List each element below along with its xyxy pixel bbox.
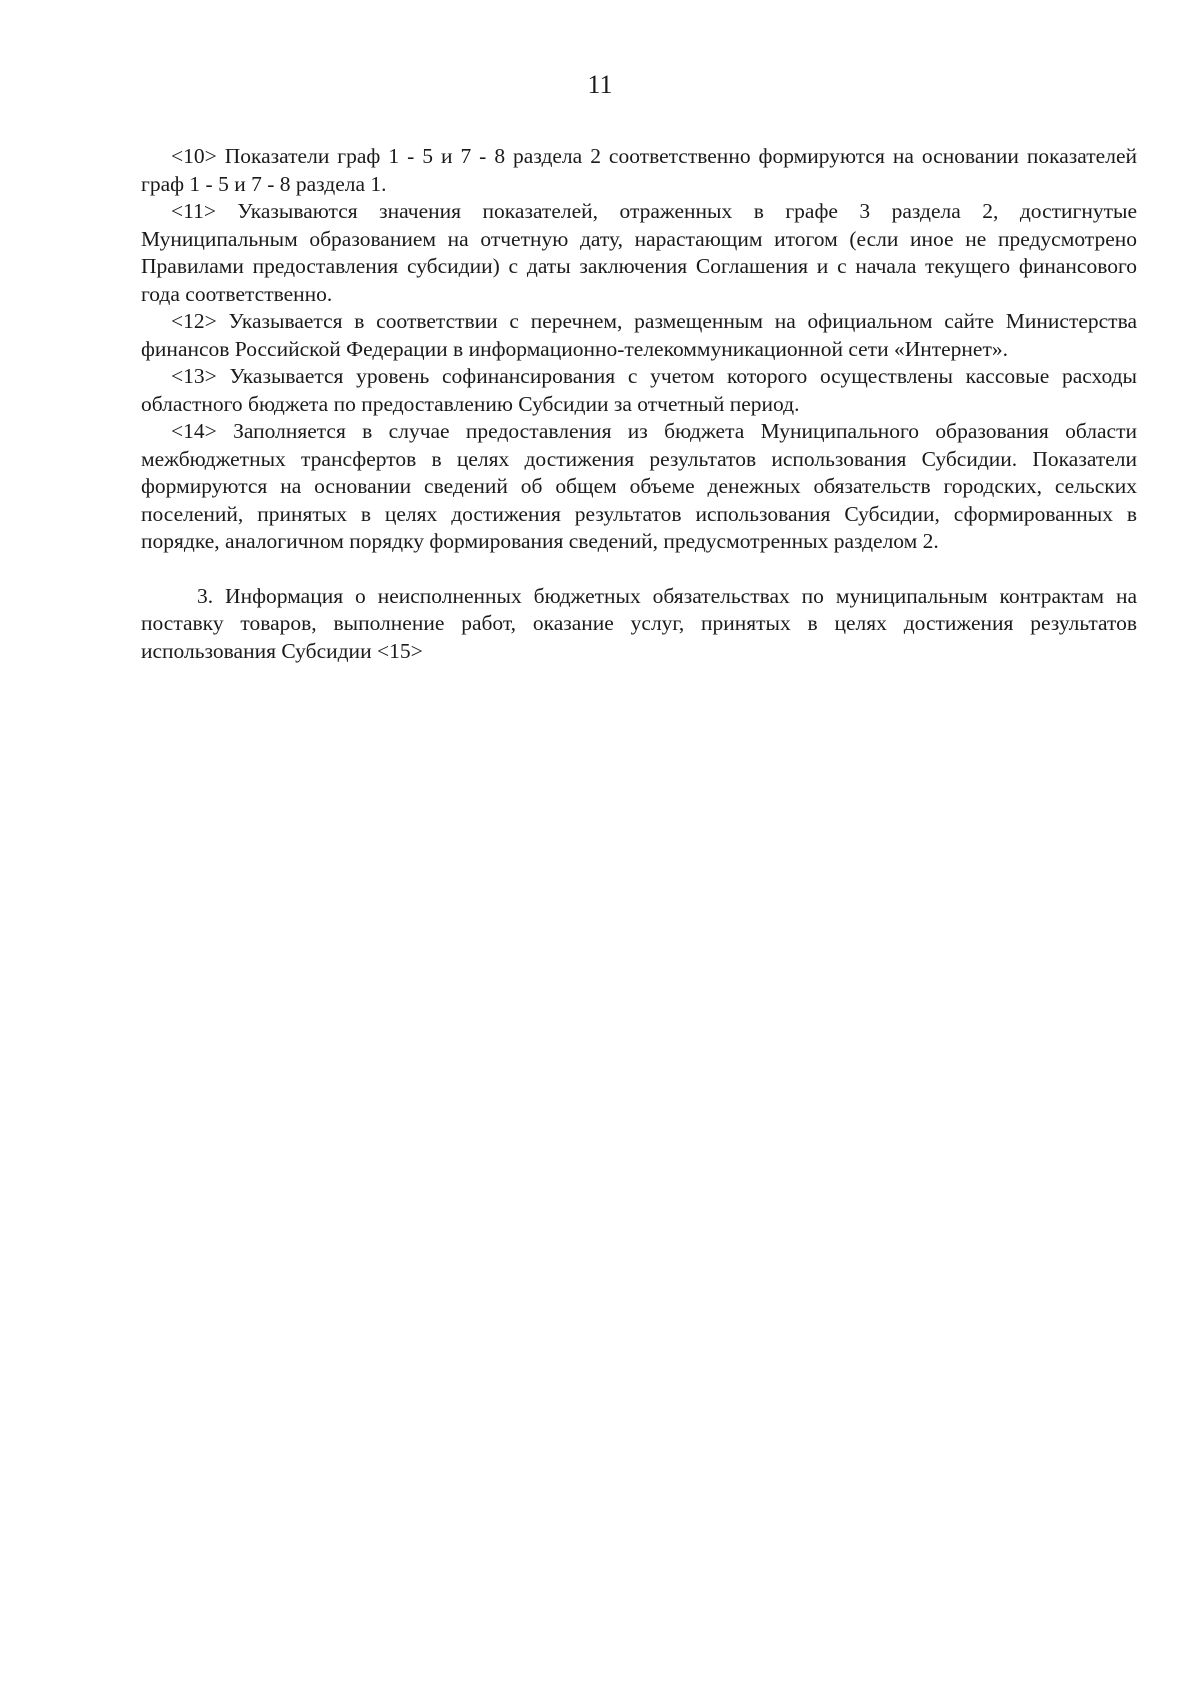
page-number: 11 <box>587 70 613 99</box>
footnote-12: <12> Указывается в соответствии с перечнем, размещенным на официальном сайте Министерства финансов Российской Федерации в информационно-телекоммуникационной сети «Интернет». <box>141 309 1137 361</box>
section-3-heading: 3. Информация о неисполненных бюджетных обязательствах по муниципальным контрактам на поставку товаров, выполнение работ, оказание услуг, принятых в целях достижения результатов использования Субсидии <15> <box>141 583 1137 663</box>
footnote-10: <10> Показатели граф 1 - 5 и 7 - 8 раздела 2 соответственно формируются на основании показателей граф 1 - 5 и 7 - 8 раздела 1. <box>141 144 1137 196</box>
document-body <box>141 143 1137 665</box>
footnote-13: <13> Указывается уровень софинансирования с учетом которого осуществлены кассовые расходы областного бюджета по предоставлению Субсидии за отчетный период. <box>141 364 1137 416</box>
footnote-11: <11> Указываются значения показателей, отраженных в графе 3 раздела 2, достигнутые Муниципальным образованием на отчетную дату, нарастающим итогом (если иное не предусмотрено Правилами предоставления субсидии) с даты заключения Соглашения и с начала текущего финансового года соответственно. <box>141 199 1137 306</box>
footnote-14: <14> Заполняется в случае предоставления из бюджета Муниципального образования области межбюджетных трансфертов в целях достижения результатов использования Субсидии. Показатели формируются на основании сведений об общем объеме денежных обязательств городских, сельских поселений, принятых в целях достижения результатов использования Субсидии, сформированных в порядке, аналогичном порядку формирования сведений, предусмотренных разделом 2. <box>141 419 1137 553</box>
